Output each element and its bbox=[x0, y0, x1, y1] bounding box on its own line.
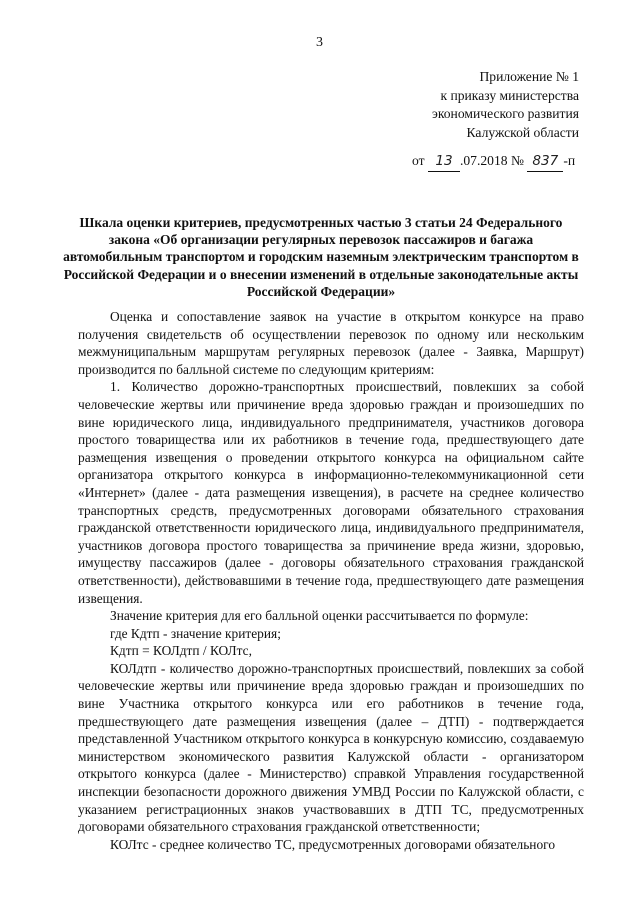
handwritten-day: 13 bbox=[428, 153, 460, 172]
handwritten-order-number: 837 bbox=[527, 153, 563, 172]
paragraph-criterion-1: 1. Количество дорожно-транспортных происшествий, повлекших за собой человеческие жертвы или причинение вреда здоровью граждан и произошедших по вине юридического лица, индивидуального предпринимателя, участников договора простого товарищества или их работников в течение года, предшествующего дате размещения извещения о проведении открытого конкурса на официальном сайте организатора открытого конкурса в информационно-телекоммуникационной сети «Интернет» (далее - дата размещения извещения), в расчете на среднее количество транспортных средств, предусмотренных договорами обязательного страхования гражданской ответственности юридического лица, индивидуального предпринимателя, участников договора простого товарищества за причинение вреда жизни, здоровью, имуществу пассажиров (далее - договоры обязательного страхования гражданской ответственности), действовавшими в течение года, предшествующего дате размещения извещения. bbox=[78, 379, 584, 606]
paragraph-koldtp: КОЛдтп - количество дорожно-транспортных происшествий, повлекших за собой человеческие жертвы или причинение вреда здоровью граждан и произошедших по вине Участника открытого конкурса или его работников в течение года, предшествующего дате размещения извещения (далее – ДТП) - подтверждается представленной Участником открытого конкурса в конкурсную комиссию, создаваемую министерством экономического развития Калужской области - организатором открытого конкурса (далее - Министерство) справкой Управления государственной инспекции безопасности дорожного движения УМВД России по Калужской области, с указанием регистрационных знаков участвовавших в ДТП ТС, предусмотренных договорами обязательного страхования гражданской ответственности; bbox=[78, 660, 584, 835]
order-date-number bbox=[412, 152, 575, 172]
appendix-line: к приказу министерства bbox=[440, 87, 579, 103]
order-date-rest: .07.2018 № bbox=[459, 153, 524, 168]
page-number: 3 bbox=[316, 35, 323, 50]
paragraph-formula-intro: Значение критерия для его балльной оценки рассчитывается по формуле: bbox=[110, 608, 529, 624]
document-title: Шкала оценки критериев, предусмотренных частью 3 статьи 24 Федерального закона «Об организации регулярных перевозок пассажиров и багажа автомобильным транспортом и городским наземным электрическим транспортом в Российской Федерации и о внесении изменений в отдельные законодательные акты Российской Федерации» bbox=[63, 215, 579, 299]
document-body bbox=[78, 308, 584, 853]
appendix-block bbox=[432, 68, 579, 142]
formula: Кдтп = КОЛдтп / КОЛтс, bbox=[110, 643, 252, 659]
appendix-line: экономического развития bbox=[432, 106, 579, 121]
appendix-line: Калужской области bbox=[466, 124, 579, 140]
paragraph-kolts: КОЛтс - среднее количество ТС, предусмотренных договорами обязательного bbox=[110, 836, 556, 852]
paragraph-where: где Кдтп - значение критерия; bbox=[110, 625, 281, 641]
paragraph-intro: Оценка и сопоставление заявок на участие в открытом конкурсе на право получения свидетельств об осуществлении перевозок по одному или нескольким межмуниципальным маршрутам регулярных перевозок (далее - Заявка, Маршрут) производится по балльной системе по следующим критериям: bbox=[78, 309, 584, 377]
order-suffix: -п bbox=[563, 153, 576, 168]
appendix-line: Приложение № 1 bbox=[479, 69, 579, 84]
order-prefix: от bbox=[412, 153, 425, 168]
